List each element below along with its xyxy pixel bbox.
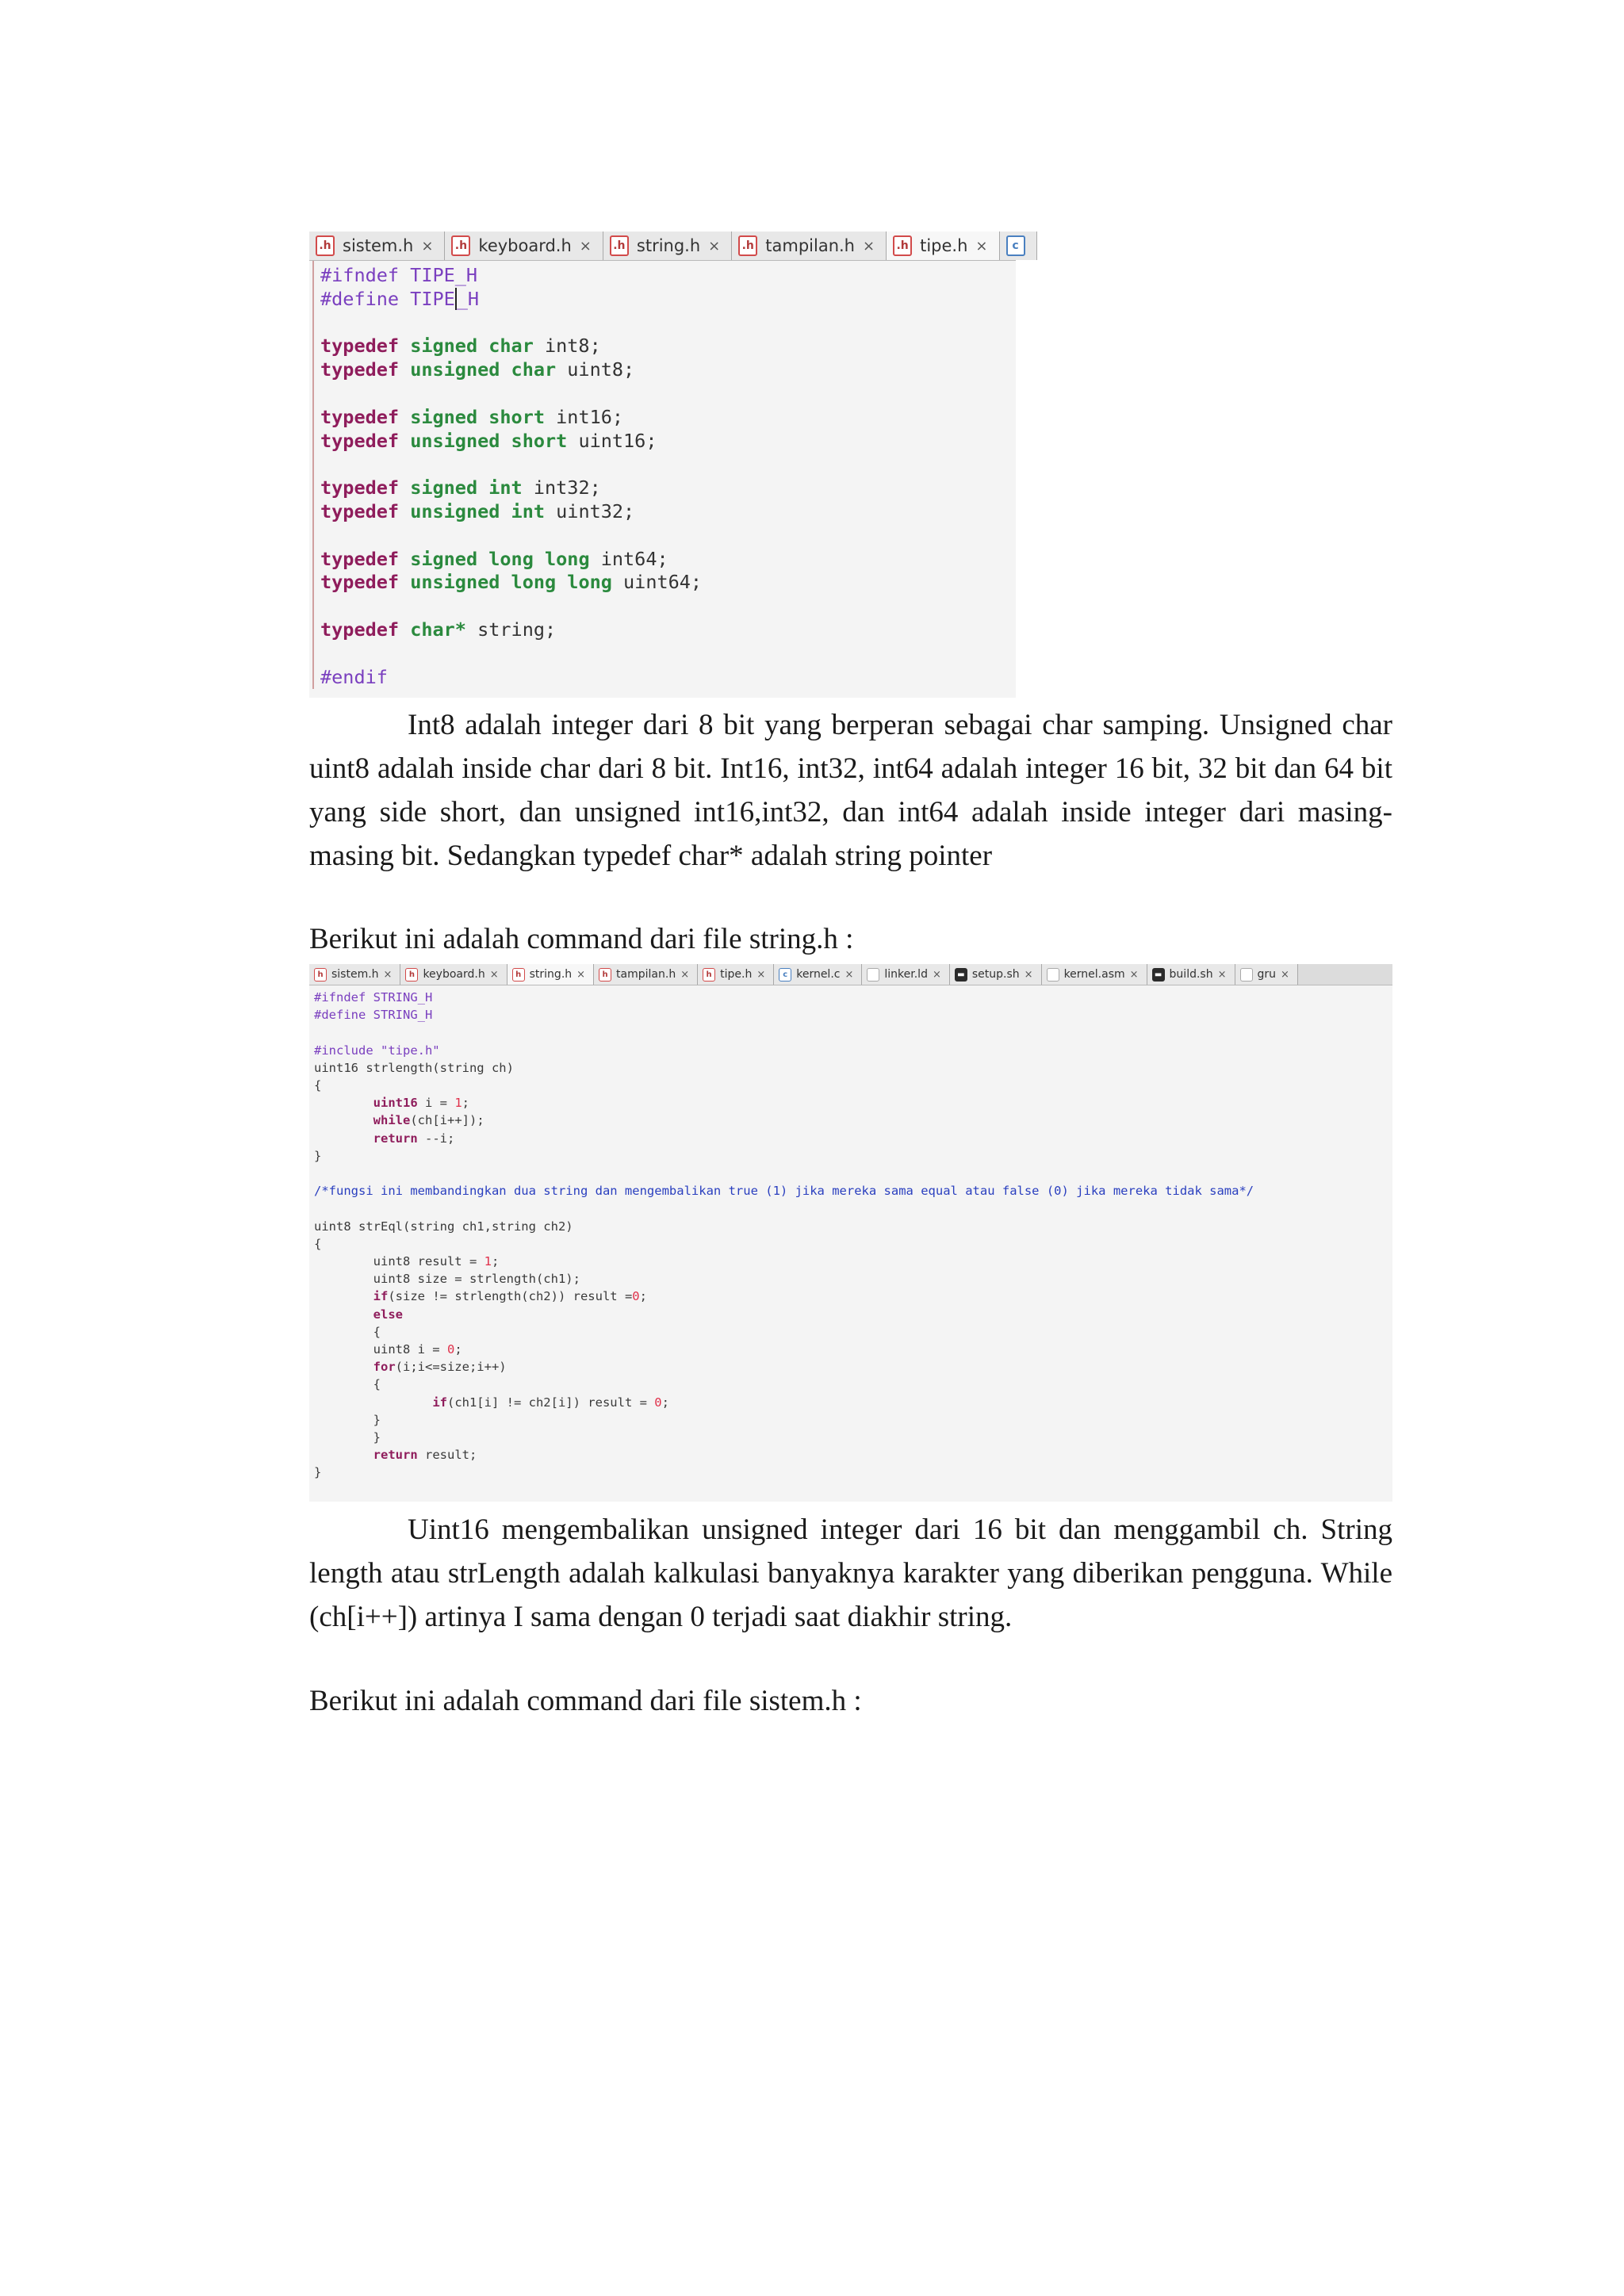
editor-tab-bar [309,232,1019,261]
code-line [314,1288,1392,1305]
editor-tab[interactable] [309,964,400,985]
code-token [314,1395,432,1410]
code-line [314,1200,1392,1217]
editor-tab[interactable] [603,232,732,260]
code-line [314,1323,1392,1341]
editor-tab[interactable] [1000,232,1037,260]
code-token: signed [410,405,478,428]
code-token: long [545,547,590,570]
close-tab-icon[interactable]: × [845,968,854,981]
code-line [320,382,1016,406]
code-token: /*fungsi ini membandingkan dua string dan mengembalikan true (1) jika mereka sama equal atau false (0) jika mereka tidak sama*/ [314,1184,1254,1199]
code-token: (ch1[i] != ch2[i]) result = [446,1395,655,1410]
code-line [320,335,1016,358]
code-line [320,642,1016,666]
code-token: typedef [320,547,400,570]
close-tab-icon[interactable]: × [421,237,434,254]
code-token [314,1307,373,1322]
code-token: } [314,1412,381,1427]
code-line [314,1235,1392,1253]
editor-tab-label: tipe.h [920,236,968,255]
code-token [500,358,511,381]
header-file-icon: h [703,968,715,982]
editor-tab-label: setup.sh [971,968,1020,981]
code-line [314,1042,1392,1059]
code-line [314,1112,1392,1129]
editor-screenshot-string-h [309,964,1392,1502]
header-file-icon: h [405,968,418,982]
close-tab-icon[interactable]: × [1217,968,1227,981]
editor-tab-label: string.h [636,236,701,255]
header-file-icon: .h [316,235,335,256]
code-line [314,1464,1392,1481]
code-token: { [314,1377,381,1392]
code-token: int16; [545,405,624,428]
code-token: long [567,571,612,594]
code-line [320,666,1016,690]
code-token: char [511,358,557,381]
editor-tab[interactable] [1147,964,1235,985]
close-tab-icon[interactable]: × [1281,968,1289,981]
close-tab-icon[interactable]: × [975,237,988,254]
code-token: typedef [320,358,400,381]
code-token [477,548,488,570]
code-line [314,1341,1392,1358]
code-token: while [373,1113,411,1128]
close-tab-icon[interactable]: × [680,968,690,981]
code-token: (i;i<=size;i++) [395,1360,507,1375]
code-token: typedef [320,571,400,594]
code-line [314,1130,1392,1147]
code-token: typedef [320,429,400,452]
code-line [320,571,1016,595]
code-token: #ifndef STRING_H [314,990,433,1004]
code-token: ; [454,1342,462,1357]
code-line [320,358,1016,382]
code-token: if [373,1289,389,1304]
code-token [314,1289,373,1303]
code-line [314,1147,1392,1165]
code-token [399,430,410,452]
close-tab-icon[interactable]: × [383,968,393,981]
code-line [314,1306,1392,1323]
code-line [314,1094,1392,1112]
close-tab-icon[interactable]: × [756,968,766,981]
code-token: unsigned [410,429,500,452]
code-line [320,476,1016,500]
editor-tab[interactable] [1042,964,1147,985]
code-token: (ch[i++]); [410,1113,485,1128]
header-file-icon: .h [610,235,629,256]
editor-tab[interactable] [445,232,603,260]
code-token [314,1131,373,1146]
code-token [314,1096,373,1110]
code-token [399,618,410,641]
code-token: long [511,571,557,594]
header-file-icon: .h [893,235,912,256]
code-token: 0 [446,1342,455,1357]
code-line [320,453,1016,476]
code-token: { [314,1236,322,1251]
code-token: i = [417,1096,455,1111]
code-line [314,1024,1392,1041]
code-line [314,1182,1392,1200]
editor-tab-bar [309,964,1392,985]
code-block-tipe-h [312,261,1016,689]
editor-tab[interactable] [508,964,594,985]
code-line [314,1411,1392,1429]
code-line [320,500,1016,524]
header-file-icon: h [599,968,611,982]
editor-tab-label: string.h [529,968,573,981]
code-line [320,618,1016,642]
code-token: #ifndef TIPE_H [320,264,478,286]
code-token [500,430,511,452]
code-token: short [511,429,568,452]
code-token [314,1448,373,1462]
code-token [399,500,410,522]
code-token: 0 [654,1395,662,1410]
editor-tab-label: linker.ld [884,968,928,981]
editor-tab[interactable] [400,964,507,985]
code-token: } [314,1430,381,1445]
code-token: typedef [320,499,400,522]
code-token: uint8 i = [314,1342,447,1357]
text-file-icon [867,968,879,982]
editor-tab-label: tampilan.h [616,968,676,981]
editor-tab[interactable] [774,964,862,985]
code-token: signed [410,476,478,499]
code-line [320,288,1016,312]
code-line [314,1270,1392,1288]
code-token: for [373,1360,396,1375]
code-token: if [432,1395,447,1410]
editor-tab-label: kernel.asm [1063,968,1125,981]
code-token: return [373,1131,418,1146]
editor-tab-label: tampilan.h [765,236,855,255]
editor-tab[interactable] [887,232,999,260]
code-token: typedef [320,405,400,428]
code-token: typedef [320,476,400,499]
text-file-icon [1047,968,1059,982]
code-block-string-h [309,985,1392,1482]
code-token: uint64; [611,571,703,594]
code-line [314,1446,1392,1464]
header-file-icon: h [314,968,327,982]
code-token: unsigned [410,358,500,381]
code-token: typedef [320,618,400,641]
code-token [399,548,410,570]
heading-string-h: Berikut ini adalah command dari file string.h : [309,923,854,955]
code-token [399,358,410,381]
code-token: int64; [589,547,668,570]
code-line [320,595,1016,618]
code-token: ; [639,1289,647,1304]
header-file-icon: .h [738,235,757,256]
code-line [314,1165,1392,1182]
code-line [314,1218,1392,1235]
code-token [399,335,410,357]
paragraph-string-explanation: Uint16 mengembalikan unsigned integer dari 16 bit dan menggambil ch. String length atau strLength adalah kalkulasi banyaknya karakter yang diberikan pengguna. While (ch[i++]) artinya I sama dengan 0 terjadi saat diakhir string. [309,1513,1392,1633]
code-token [556,571,567,593]
editor-tab[interactable] [950,964,1042,985]
code-token: ; [661,1395,669,1410]
close-tab-icon[interactable]: × [576,968,586,981]
code-token: long [488,547,534,570]
code-token: { [314,1324,381,1339]
editor-tab[interactable] [1235,964,1298,985]
code-token: _H [456,287,480,310]
code-line [320,430,1016,453]
code-token [477,406,488,428]
editor-tab[interactable] [862,964,949,985]
code-line [314,1394,1392,1411]
close-tab-icon[interactable]: × [579,237,592,254]
code-token [534,548,545,570]
editor-tab[interactable] [698,964,774,985]
code-line [320,312,1016,335]
code-token: short [488,405,545,428]
code-token: int8; [533,335,601,358]
heading-sistem-h: Berikut ini adalah command dari file sistem.h : [309,1685,862,1717]
code-token [399,476,410,499]
code-line [320,264,1016,288]
code-token: int [511,499,545,522]
code-token: signed [410,335,478,358]
editor-tab-label: keyboard.h [478,236,572,255]
close-tab-icon[interactable]: × [863,237,875,254]
code-token [314,1360,373,1374]
code-line [314,1006,1392,1024]
code-token: { [314,1078,322,1093]
editor-tab-label: sistem.h [343,236,414,255]
code-line [320,524,1016,548]
code-token: uint8 size = strlength(ch1); [314,1272,580,1287]
code-token: uint16 strlength(string ch) [314,1060,514,1075]
code-token [314,1113,373,1127]
code-token: char* [410,618,466,641]
code-token [399,406,410,428]
code-token: typedef [320,335,400,358]
paragraph-tipe-explanation: Int8 adalah integer dari 8 bit yang berperan sebagai char samping. Unsigned char uint8 adalah inside char dari 8 bit. Int16, int32, int64 adalah integer 16 bit, 32 bit dan 64 bit yang side short, dan unsigned int16,int32, dan int64 adalah inside integer dari masing-masing bit. Sedangkan typedef char* adalah string pointer [309,709,1392,872]
code-token: int32; [522,476,601,499]
c-file-icon: c [779,968,791,982]
c-file-icon: c [1006,235,1025,256]
editor-tab-label: sistem.h [331,968,379,981]
code-line [314,989,1392,1006]
close-tab-icon[interactable]: × [1024,968,1033,981]
code-token: 1 [484,1254,492,1269]
code-token: char [488,335,534,358]
header-file-icon: h [512,968,525,982]
code-token: uint8 strEql(string ch1,string ch2) [314,1219,573,1234]
code-token [477,476,488,499]
code-line [314,1253,1392,1270]
editor-tab-label: tipe.h [720,968,753,981]
code-token: } [314,1465,322,1480]
code-token: unsigned [410,571,500,594]
code-line [314,1376,1392,1393]
terminal-icon: ▬ [955,968,967,982]
code-token [500,500,511,522]
code-token: int [488,476,523,499]
code-token: } [314,1148,322,1163]
code-token: #define STRING_H [314,1008,433,1023]
code-token: #define TIPE [320,287,455,310]
close-tab-icon[interactable]: × [932,968,941,981]
code-token: --i; [417,1131,455,1146]
code-token: uint8 result = [314,1254,485,1269]
header-file-icon: .h [451,235,470,256]
code-token: uint32; [545,499,635,522]
editor-tab[interactable] [594,964,698,985]
code-token: #include "tipe.h" [314,1043,440,1058]
code-token: 1 [454,1096,462,1111]
code-token: uint8; [556,358,635,381]
code-token: 0 [632,1289,640,1304]
code-line [314,1429,1392,1446]
editor-tab[interactable] [732,232,887,260]
code-line [320,406,1016,430]
code-token: string; [465,618,557,641]
code-token: result; [417,1448,477,1463]
code-token: else [373,1307,403,1322]
editor-tab-label: kernel.c [796,968,841,981]
code-line [314,1358,1392,1376]
code-token [399,571,410,593]
code-token: ; [491,1254,500,1269]
editor-tab-label: gru [1257,968,1277,981]
close-tab-icon[interactable]: × [708,237,721,254]
close-tab-icon[interactable]: × [489,968,499,981]
code-token: #endif [320,665,388,688]
code-token: (size != strlength(ch2)) result = [388,1289,633,1304]
editor-tab-label: build.sh [1169,968,1213,981]
text-file-icon [1240,968,1253,982]
code-token [477,335,488,357]
code-token: return [373,1448,418,1463]
close-tab-icon[interactable]: × [1129,968,1139,981]
editor-screenshot-tipe-h [309,232,1019,698]
code-token [500,571,511,593]
code-token: signed [410,547,478,570]
code-line [314,1059,1392,1077]
code-token: ; [462,1096,470,1111]
editor-tab-label: keyboard.h [423,968,485,981]
code-token: uint16; [567,429,657,452]
code-token: unsigned [410,499,500,522]
code-token: uint16 [373,1096,418,1111]
editor-tab[interactable] [309,232,445,260]
terminal-icon: ▬ [1152,968,1165,982]
code-line [314,1077,1392,1094]
code-line [320,548,1016,572]
